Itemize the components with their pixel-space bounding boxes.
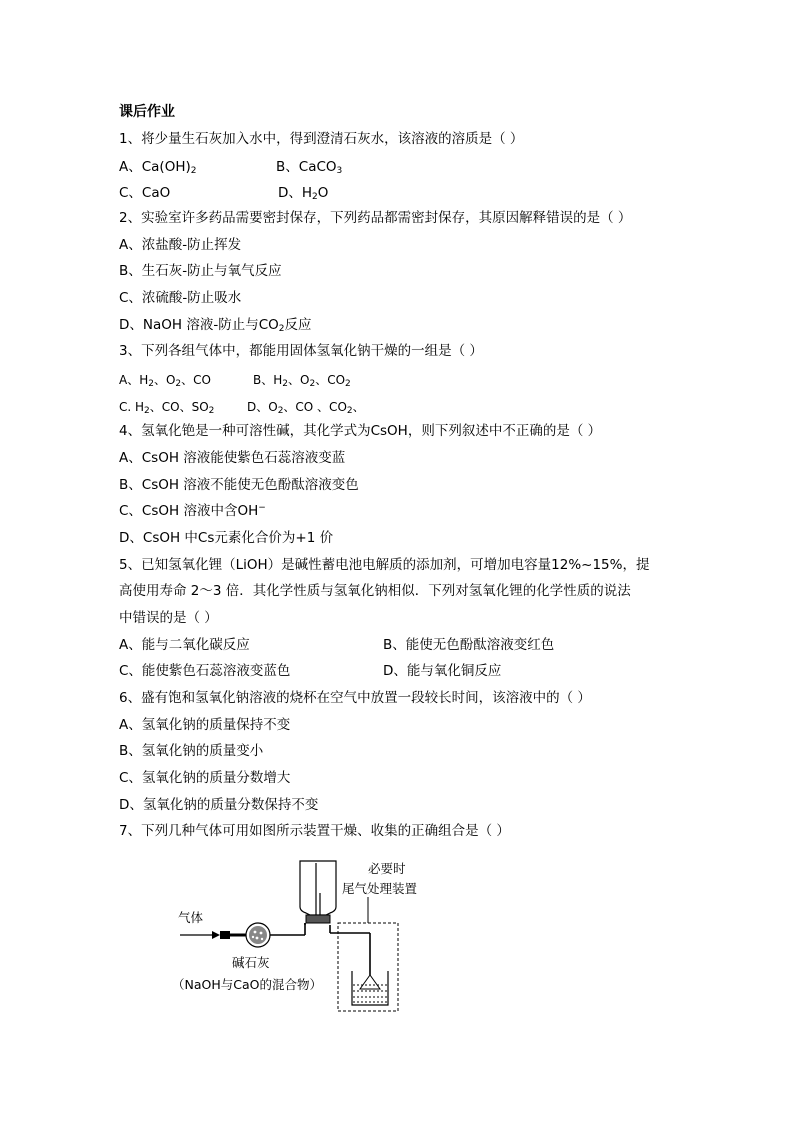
q1-option-b: B、CaCO$_3$ (276, 159, 343, 176)
collection-bottle (300, 861, 336, 915)
q4-option-c: C、CsOH 溶液中含OH− (119, 503, 266, 519)
question-7-stem: 7、下列几种气体可用如图所示装置干燥、收集的正确组合是（ ） (119, 823, 510, 839)
question-5-line-3: 中错误的是（ ） (119, 610, 218, 626)
q3-option-d: D、$O_2$、CO 、$CO_2$、 (247, 400, 365, 416)
q4-option-b: B、CsOH 溶液不能使无色酚酞溶液变色 (119, 477, 359, 493)
apparatus-diagram (160, 853, 440, 1015)
q1-option-a: A、$Ca(OH)_2$ (119, 159, 197, 176)
q2-option-a: A、浓盐酸-防止挥发 (119, 237, 242, 253)
q6-option-a: A、氢氧化钠的质量保持不变 (119, 717, 291, 733)
q1-option-c: C、CaO (119, 185, 171, 201)
q5-option-c: C、能使紫色石蕊溶液变蓝色 (119, 663, 291, 679)
gas-label: 气体 (178, 910, 204, 925)
gas-arrow-head (212, 931, 220, 939)
q5-option-d: D、能与氧化铜反应 (383, 663, 502, 679)
soda-lime-fill (249, 926, 267, 944)
inlet-stopper (220, 931, 230, 939)
q4-option-a: A、CsOH 溶液能使紫色石蕊溶液变蓝 (119, 450, 346, 466)
question-5-line-1: 5、已知氢氧化锂（LiOH）是碱性蓄电池电解质的添加剂，可增加电容量12%~15%，提 (119, 557, 650, 573)
q3-option-c: C. $H_2$、CO、$SO_2$ (119, 400, 215, 416)
q2-option-d: D、NaOH 溶液-防止与$CO_2$反应 (119, 317, 312, 334)
question-1-stem: 1、将少量生石灰加入水中，得到澄清石灰水，该溶液的溶质是（ ） (119, 131, 524, 147)
q2-option-c: C、浓硫酸-防止吸水 (119, 290, 242, 306)
tail-gas-label: 尾气处理装置 (342, 881, 418, 896)
question-2-stem: 2、实验室许多药品需要密封保存，下列药品都需密封保存，其原因解释错误的是（ ） (119, 210, 632, 226)
bottle-stopper (306, 915, 330, 923)
q6-option-c: C、氢氧化钠的质量分数增大 (119, 770, 291, 786)
question-4-stem: 4、氢氧化铯是一种可溶性碱，其化学式为CsOH，则下列叙述中不正确的是（ ） (119, 423, 602, 439)
q5-option-b: B、能使无色酚酞溶液变红色 (383, 637, 555, 653)
question-3-stem: 3、下列各组气体中，都能用固体氢氧化钠干燥的一组是（ ） (119, 343, 483, 359)
q3-option-b: B、$H_2$、$O_2$、$CO_2$ (253, 373, 351, 389)
q5-option-a: A、能与二氧化碳反应 (119, 637, 250, 653)
question-5-line-2: 高使用寿命 2～3 倍．其化学性质与氢氧化钠相似．下列对氢氧化锂的化学性质的说法 (119, 583, 631, 599)
q6-option-b: B、氢氧化钠的质量变小 (119, 743, 264, 759)
mixture-label: （NaOH与CaO的混合物） (172, 977, 322, 992)
necessary-label: 必要时 (368, 861, 406, 876)
q6-option-d: D、氢氧化钠的质量分数保持不变 (119, 797, 319, 813)
q3-option-a: A、$H_2$、$O_2$、CO (119, 373, 211, 389)
question-6-stem: 6、盛有饱和氢氧化钠溶液的烧杯在空气中放置一段较长时间，该溶液中的（ ） (119, 690, 591, 706)
section-heading: 课后作业 (119, 104, 175, 120)
q4-option-d: D、CsOH 中Cs元素化合价为+1 价 (119, 530, 334, 546)
tail-gas-box (338, 923, 398, 1011)
q2-option-b: B、生石灰-防止与氧气反应 (119, 263, 282, 279)
inverted-funnel (360, 975, 380, 989)
soda-lime-label: 碱石灰 (232, 955, 270, 970)
q1-option-d: D、$H_2O$ (278, 185, 329, 202)
